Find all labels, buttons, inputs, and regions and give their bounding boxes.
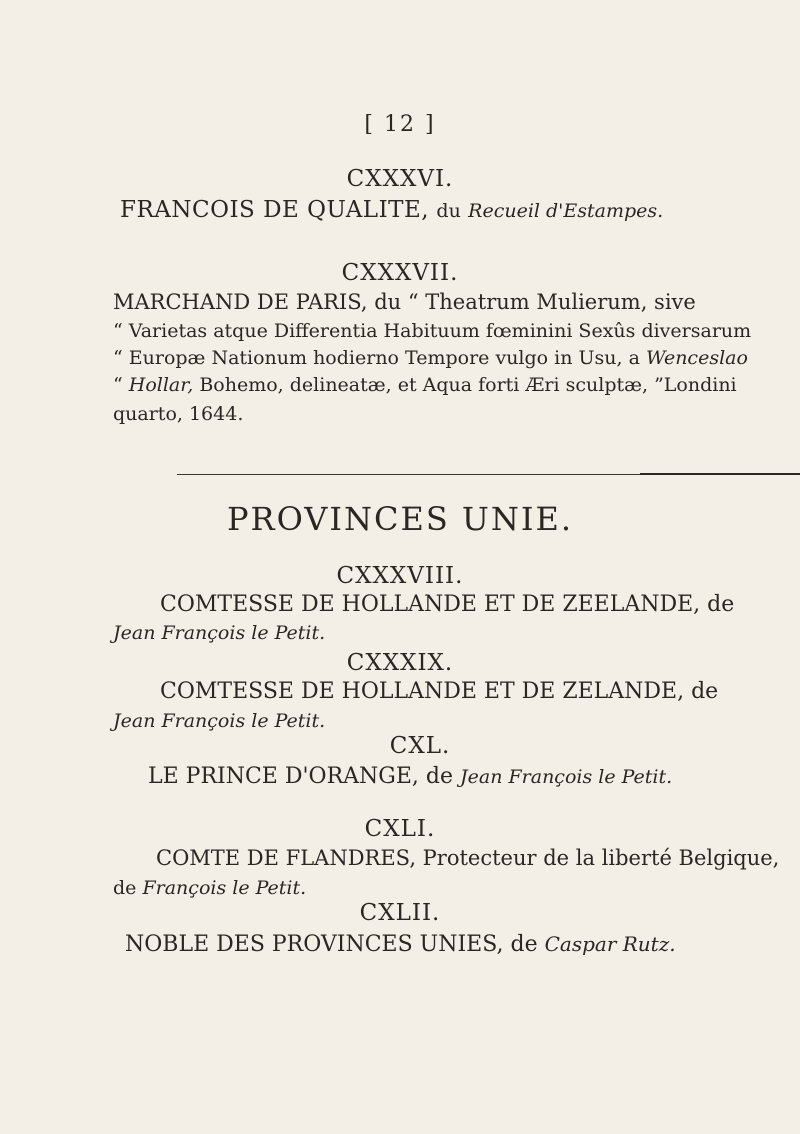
section-divider-thick xyxy=(640,473,800,475)
entry-139-line-1: COMTESSE DE HOLLANDE ET DE ZELANDE, de xyxy=(160,679,719,704)
entry-142-title: NOBLE DES PROVINCES UNIES, de xyxy=(125,932,538,957)
entry-138-line-1: COMTESSE DE HOLLANDE ET DE ZEELANDE, de xyxy=(160,592,735,617)
entry-137-line-4 xyxy=(113,374,737,396)
entry-number-142: CXLII. xyxy=(359,900,441,926)
entry-number-141: CXLI. xyxy=(364,816,436,842)
entry-number-139: CXXXIX. xyxy=(346,650,454,676)
entry-137-line-4-text: Bohemo, delineatæ, et Aqua forti Æri sculptæ, ”Londini xyxy=(199,374,737,396)
entry-141-line-2 xyxy=(113,877,306,899)
entry-136-title xyxy=(120,197,663,223)
entry-137-author-last: Hollar, xyxy=(128,374,194,396)
entry-137-line-3 xyxy=(113,347,748,369)
page-number: [ 12 ] xyxy=(364,112,436,137)
entry-138-line-2: Jean François le Petit. xyxy=(113,622,326,644)
entry-136-name: FRANCOIS DE QUALITE, xyxy=(120,197,430,223)
entry-137-line-1: MARCHAND DE PARIS, du “ Theatrum Mulierum, sive xyxy=(113,290,696,314)
entry-142-line-1 xyxy=(125,932,676,957)
entry-141-de: de xyxy=(113,877,137,899)
entry-136-du: du xyxy=(436,200,461,222)
entry-141-author: François le Petit. xyxy=(142,877,307,899)
entry-140-title: LE PRINCE D'ORANGE, de xyxy=(148,764,454,789)
entry-number-138: CXXXVIII. xyxy=(336,563,464,589)
entry-137-author-first: Wenceslao xyxy=(645,347,748,369)
entry-number-140: CXL. xyxy=(389,733,451,759)
entry-number-136: CXXXVI. xyxy=(346,166,454,192)
entry-140-line-1 xyxy=(148,764,672,789)
entry-137-line-3-text: “ Europæ Nationum hodierno Tempore vulgo in Usu, a xyxy=(113,347,640,369)
entry-137-line-2: “ Varietas atque Differentia Habituum fœminini Sexûs diversarum xyxy=(113,320,752,342)
entry-136-source: Recueil d'Estampes. xyxy=(468,200,664,222)
entry-137-line-5: quarto, 1644. xyxy=(113,403,244,425)
entry-137-line-4-quote: “ xyxy=(113,374,123,396)
entry-142-author: Caspar Rutz. xyxy=(544,932,676,956)
entry-141-line-1: COMTE DE FLANDRES, Protecteur de la liberté Belgique, xyxy=(156,846,780,870)
entry-number-137: CXXXVII. xyxy=(341,260,459,286)
entry-139-line-2: Jean François le Petit. xyxy=(113,710,326,732)
section-heading: PROVINCES UNIE. xyxy=(226,500,574,538)
entry-140-author: Jean François le Petit. xyxy=(460,766,673,788)
